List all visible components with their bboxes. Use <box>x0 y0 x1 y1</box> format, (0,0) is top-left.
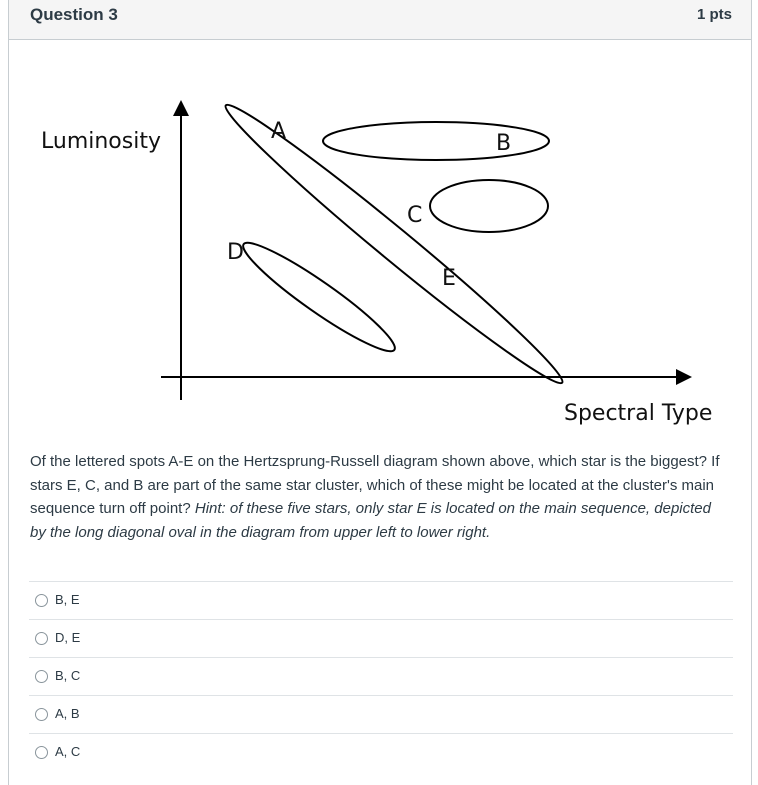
answer-label: D, E <box>55 630 81 645</box>
radio-button[interactable] <box>35 670 48 683</box>
radio-button[interactable] <box>35 632 48 645</box>
y-axis-label: Luminosity <box>41 129 161 154</box>
answer-option[interactable] <box>29 581 733 619</box>
star-c-oval <box>430 180 548 232</box>
star-label-c: C <box>407 203 423 228</box>
radio-button[interactable] <box>35 594 48 607</box>
answer-label: A, B <box>55 706 80 721</box>
star-label-a: A <box>271 119 287 144</box>
answer-option[interactable] <box>29 695 733 733</box>
question-text-body: Of the lettered spots A-E on the Hertzsprung-Russell diagram shown above, which star is the biggest? If stars E, C, and B are part of the same star cluster, which of these might be located at the cluster's main sequence turn off point? <box>30 453 720 517</box>
star-label-d: D <box>227 240 244 265</box>
answer-list <box>29 581 733 771</box>
hint-label: Hint: <box>194 500 226 517</box>
star-label-e: E <box>442 266 456 291</box>
question-points: 1 pts <box>696 6 732 23</box>
answer-option[interactable] <box>29 619 733 657</box>
star-label-b: B <box>496 131 512 156</box>
hr-diagram <box>9 0 751 440</box>
x-axis-label: Spectral Type <box>564 401 713 426</box>
radio-button[interactable] <box>35 708 48 721</box>
y-axis-arrow <box>173 100 189 116</box>
hint-text: of these five stars, only star E is located on the main sequence, depicted by the long diagonal oval in the diagram from upper left to lower right. <box>30 500 711 541</box>
answer-label: B, E <box>55 592 80 607</box>
radio-button[interactable] <box>35 746 48 759</box>
answer-option[interactable] <box>29 657 733 695</box>
answer-label: A, C <box>55 744 81 759</box>
answer-option[interactable] <box>29 733 733 771</box>
star-b-oval <box>323 122 549 160</box>
x-axis-arrow <box>676 369 692 385</box>
question-title: Question 3 <box>30 5 118 24</box>
question-text <box>30 450 730 544</box>
answer-label: B, C <box>55 668 81 683</box>
quiz-question-card <box>8 0 752 785</box>
